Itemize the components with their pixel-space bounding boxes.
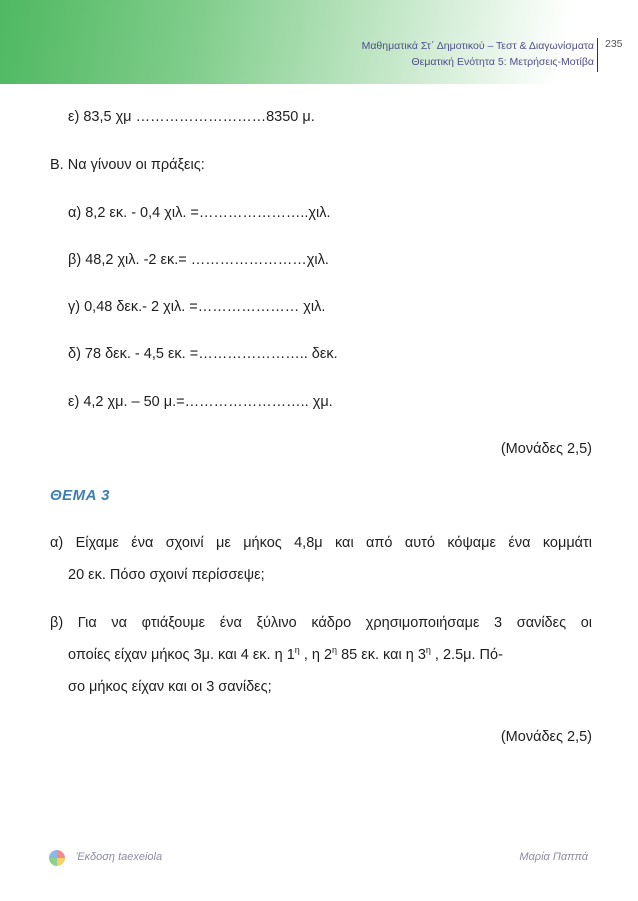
- ordinal-sup-2: η: [332, 645, 338, 656]
- header-text: [362, 38, 594, 70]
- q-b-text-4: , 2.5μ. Πό-: [430, 647, 503, 663]
- question-b-line3: σο μήκος είχαν και οι 3 σανίδες;: [68, 679, 272, 695]
- question-b-line2-text: [68, 645, 503, 665]
- question-b-line2: [68, 645, 592, 665]
- footer-author: Μαρία Παππά: [519, 851, 588, 863]
- points-label-1: (Μονάδες 2,5): [500, 441, 592, 457]
- question-a-line2: 20 εκ. Πόσο σχοινί περίσσεψε;: [68, 567, 265, 583]
- q-b-text-1: οποίες είχαν μήκος 3μ. και 4 εκ. η 1: [68, 647, 295, 663]
- page-number: 235: [605, 38, 623, 50]
- footer-publisher: Έκδοση taexeiola: [76, 851, 163, 863]
- question-b-line1: β) Για να φτιάξουμε ένα ξύλινο κάδρο χρησιμοποιήσαμε 3 σανίδες οι: [50, 615, 592, 631]
- operation-c: γ) 0,48 δεκ.- 2 χιλ. =………………… χιλ.: [68, 299, 326, 315]
- conversion-item-e: ε) 83,5 χμ ………………………8350 μ.: [68, 109, 315, 125]
- header-divider: [597, 38, 598, 72]
- operation-d: δ) 78 δεκ. - 4,5 εκ. =………………….. δεκ.: [68, 346, 338, 362]
- page-header: [0, 0, 638, 84]
- q-b-text-2: , η 2: [299, 647, 333, 663]
- header-book-title: Μαθηματικά Στ΄ Δημοτικού – Τεστ & Διαγωνίσματα: [361, 40, 594, 52]
- operation-b: β) 48,2 χιλ. -2 εκ.= ……………………χιλ.: [68, 252, 329, 268]
- points-label-2: (Μονάδες 2,5): [500, 729, 592, 745]
- theme-3-heading: ΘΕΜΑ 3: [50, 487, 110, 504]
- operation-e: ε) 4,2 χμ. – 50 μ.=…………………….. χμ.: [68, 394, 333, 410]
- q-b-text-3: 85 εκ. και η 3: [337, 647, 426, 663]
- section-b-title: Β. Να γίνουν οι πράξεις:: [50, 157, 205, 173]
- header-unit-title: Θεματική Ενότητα 5: Μετρήσεις-Μοτίβα: [411, 56, 594, 68]
- ordinal-sup-3: η: [425, 645, 431, 656]
- question-a-line1: α) Είχαμε ένα σχοινί με μήκος 4,8μ και από αυτό κόψαμε ένα κομμάτι: [50, 535, 592, 551]
- ordinal-sup-1: η: [294, 645, 300, 656]
- publisher-logo-icon: [49, 850, 65, 866]
- operation-a: α) 8,2 εκ. - 0,4 χιλ. =…………………..χιλ.: [68, 205, 331, 221]
